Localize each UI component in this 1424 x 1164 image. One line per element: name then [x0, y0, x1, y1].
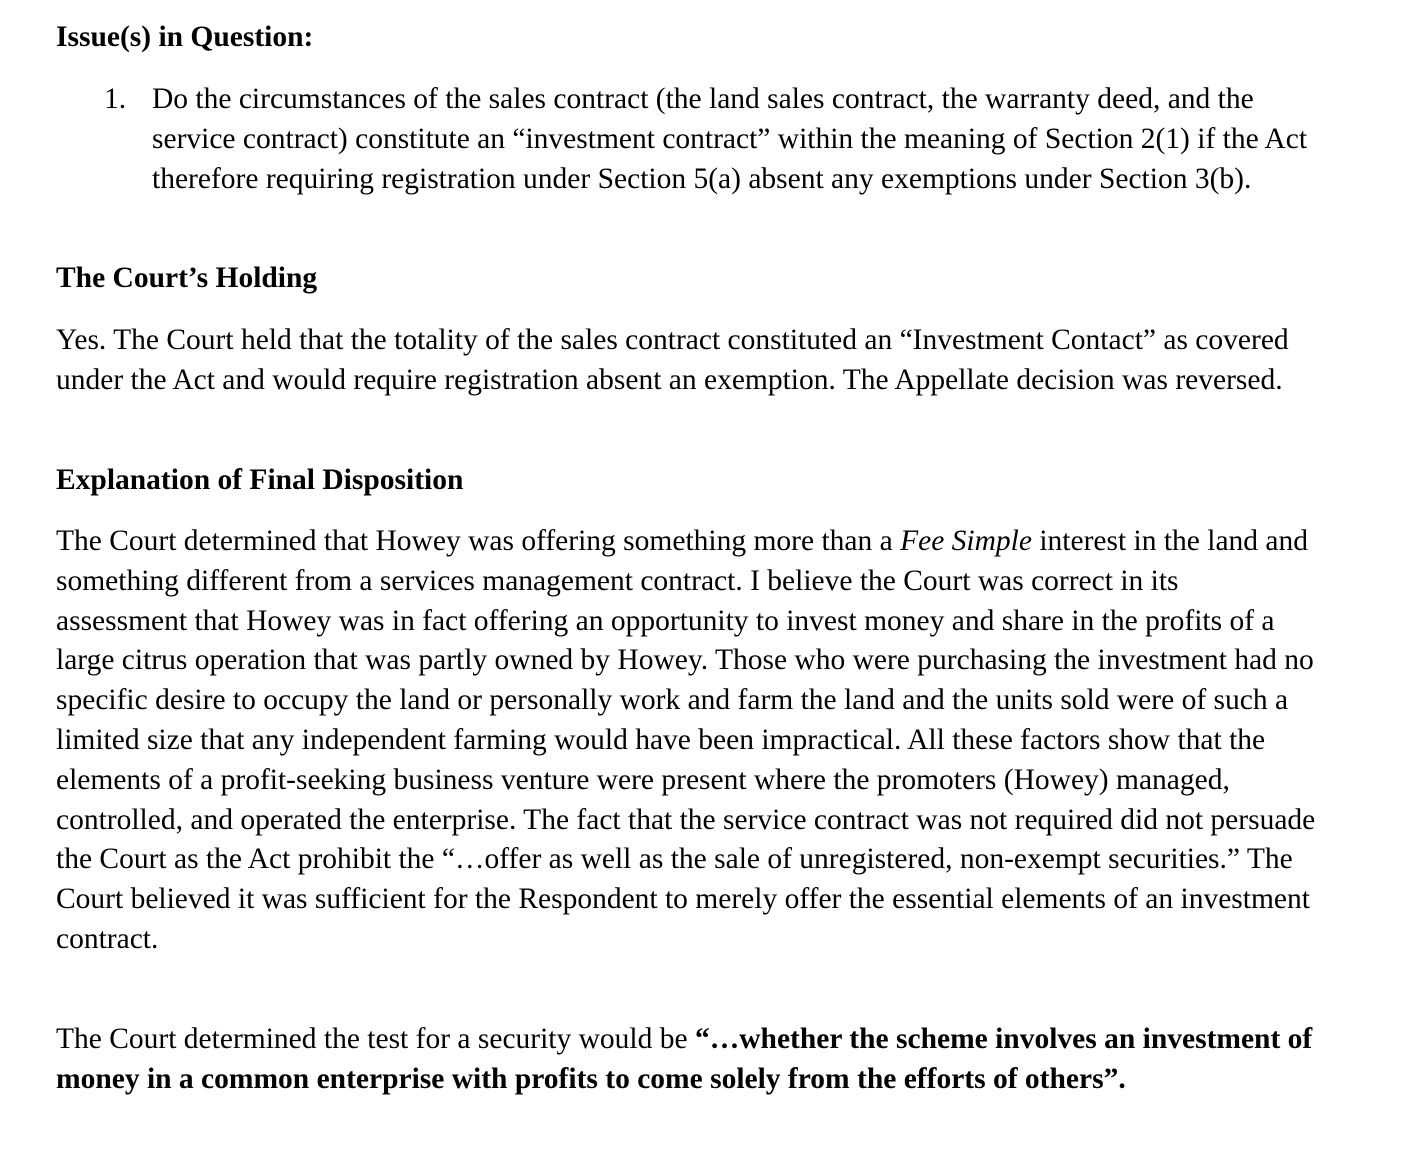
- issue-text: Do the circumstances of the sales contract (the land sales contract, the warranty deed, and the service contract) constitute an “investment contract” within the meaning of Section 2(1) if the Act therefore requiring registration under Section 5(a) absent any exemptions under Section 3(b).: [152, 83, 1308, 195]
- fee-simple-term: Fee Simple: [900, 525, 1032, 557]
- explanation-text-start: The Court determined that Howey was offering something more than a: [56, 525, 901, 557]
- test-intro-text: The Court determined the test for a security would be: [56, 1023, 695, 1055]
- issue-number: 1.: [104, 83, 127, 115]
- explanation-paragraph: [56, 522, 1316, 960]
- explanation-text-rest: interest in the land and something different from a services management contract. I believe the Court was correct in its assessment that Howey was in fact offering an opportunity to invest money and share in the profits of a large citrus operation that was partly owned by Howey. Those who were purchasing the investment had no specific desire to occupy the land or personally work and farm the land and the units sold were of such a limited size that any independent farming would have been impractical. All these factors show that the elements of a profit-seeking business venture were present where the promoters (Howey) managed, controlled, and operated the enterprise. The fact that the service contract was not required did not persuade the Court as the Act prohibit the “…offer as well as the sale of unregistered, non-exempt securities.” The Court believed it was sufficient for the Respondent to merely offer the essential elements of an investment contract.: [56, 525, 1316, 955]
- explanation-heading: Explanation of Final Disposition: [56, 464, 464, 496]
- issue-list-item: [104, 80, 1316, 199]
- holding-heading: The Court’s Holding: [56, 262, 318, 294]
- howey-test-quote: “…whether the scheme involves an investment of money in a common enterprise with profits to come solely from the efforts of others”.: [56, 1023, 1313, 1095]
- holding-paragraph: Yes. The Court held that the totality of the sales contract constituted an “Investment Contact” as covered under the Act and would require registration absent an exemption. The Appellate decision was reversed.: [56, 324, 1289, 396]
- issues-heading: Issue(s) in Question:: [56, 21, 314, 53]
- test-paragraph: [56, 1020, 1316, 1100]
